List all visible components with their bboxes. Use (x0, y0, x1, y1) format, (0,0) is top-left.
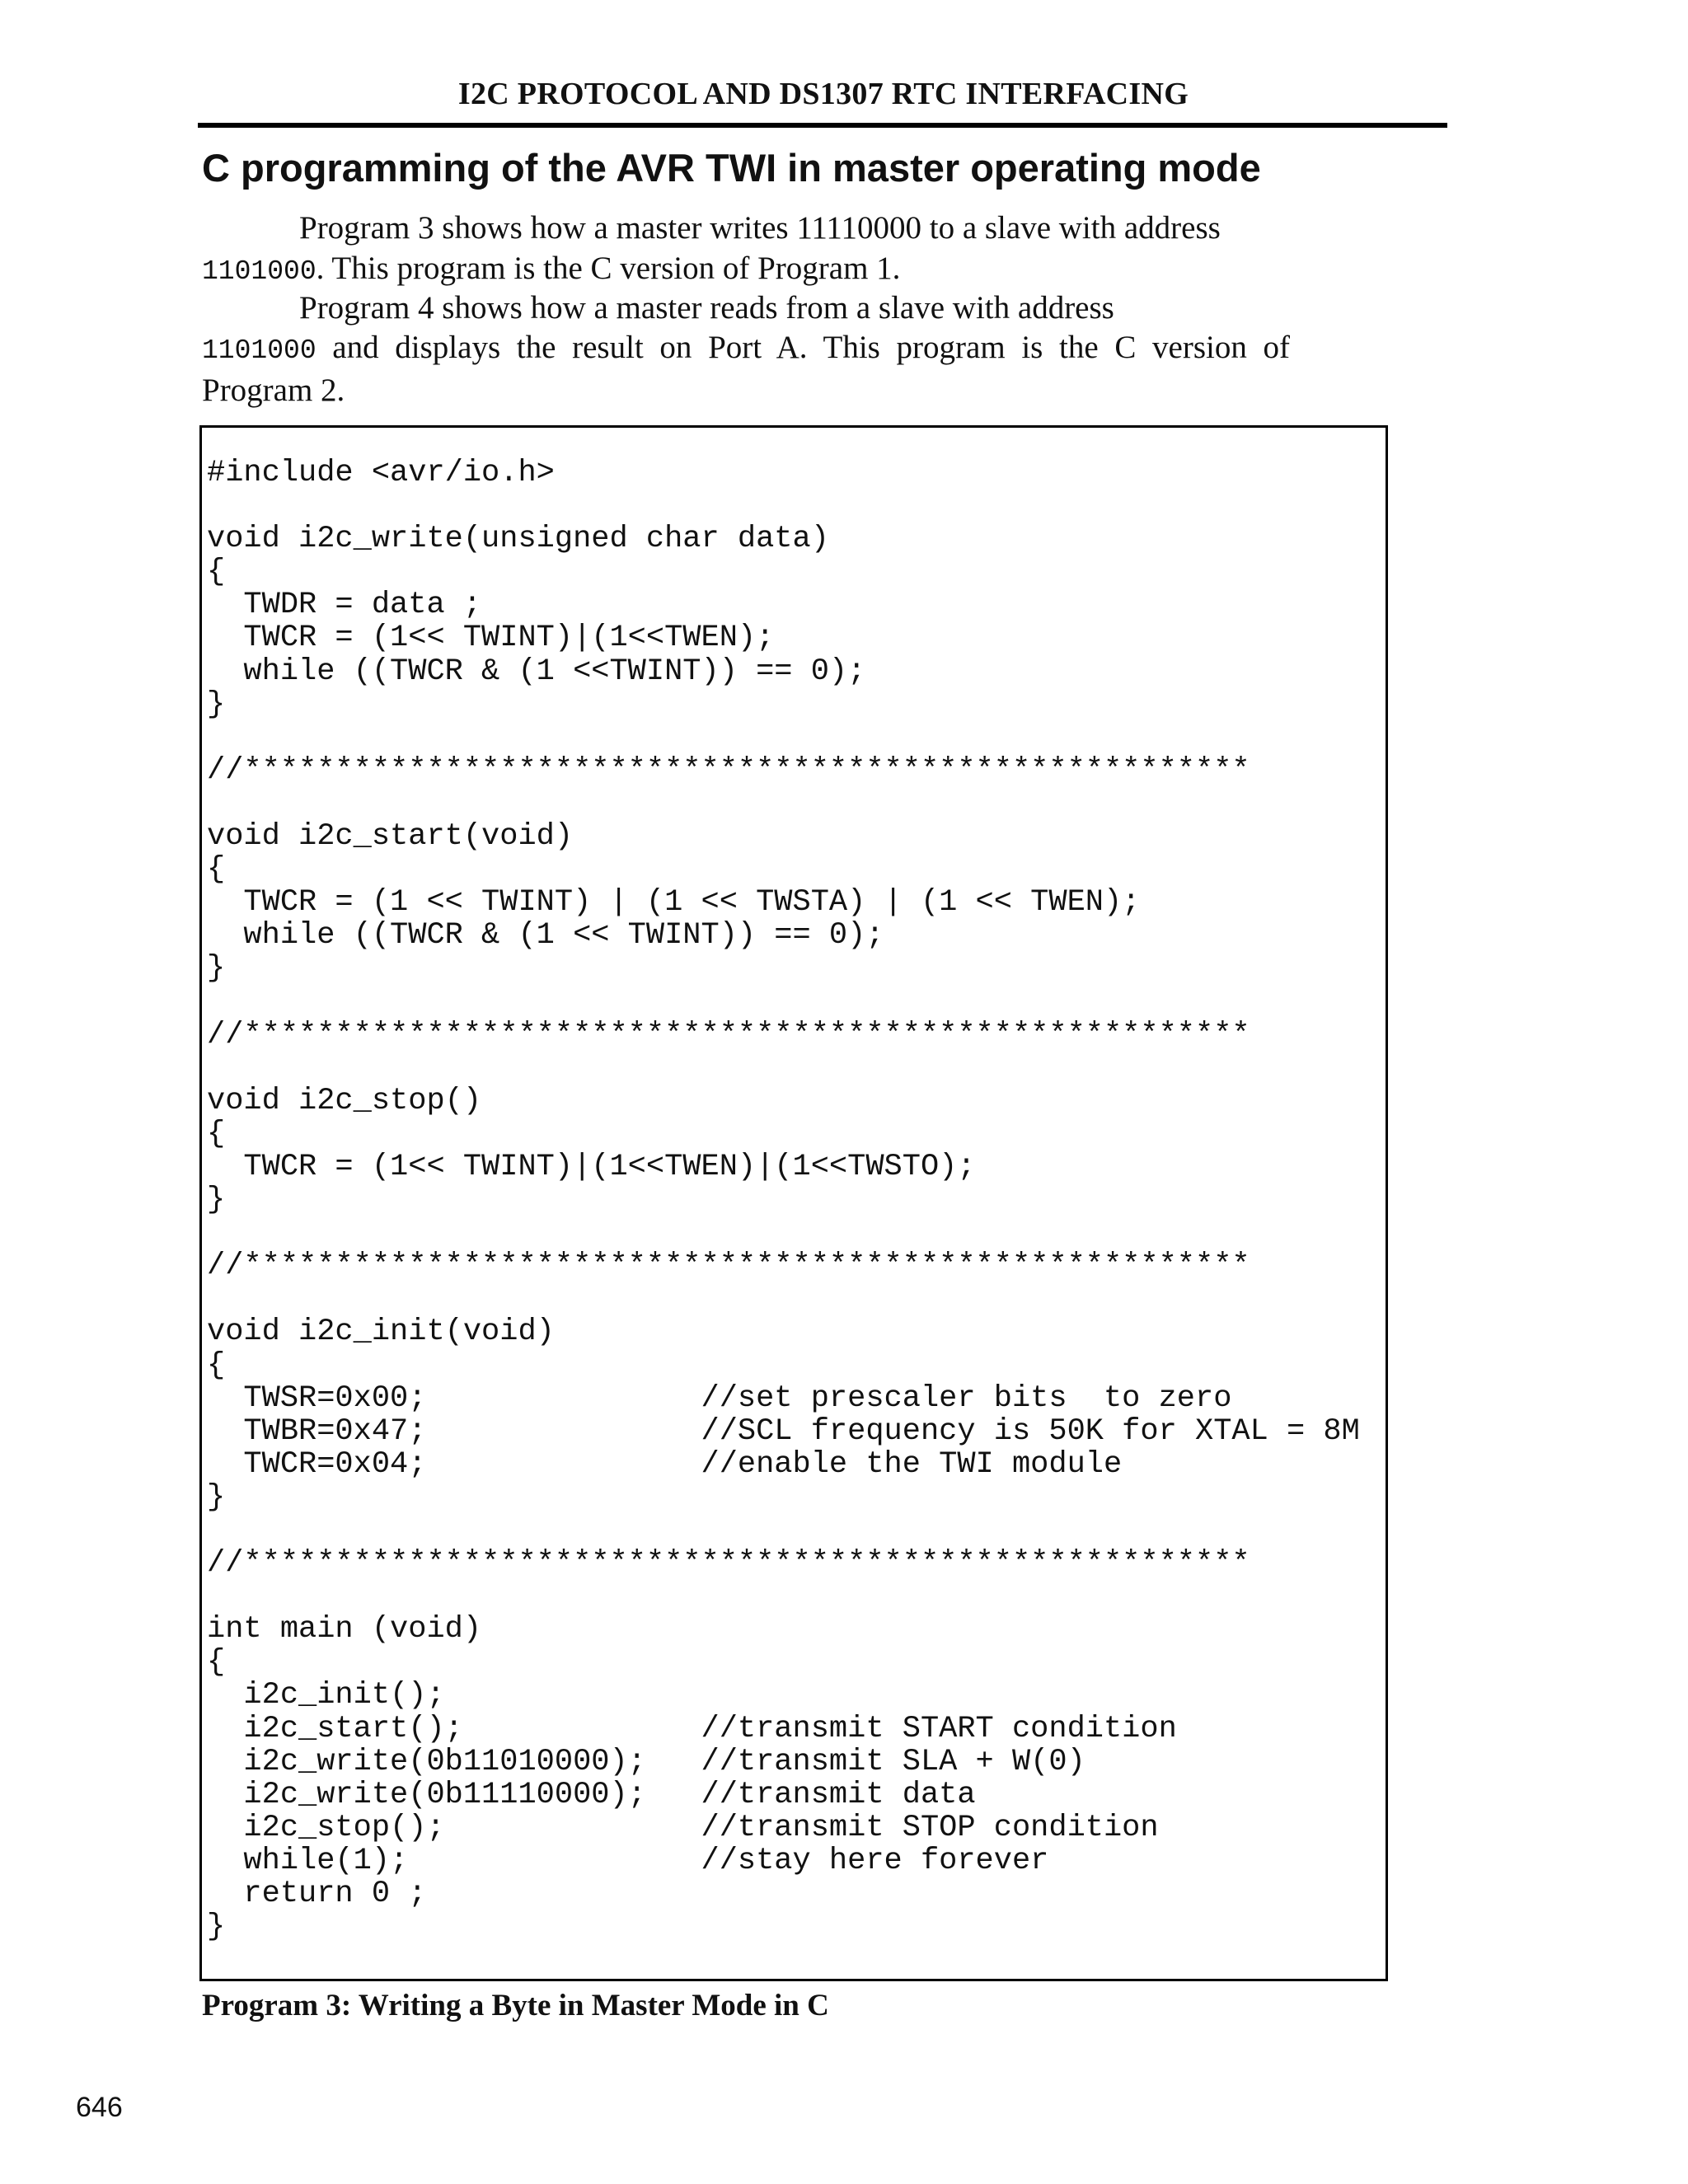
page-number: 646 (76, 2092, 123, 2123)
paragraph-program-3-intro (202, 208, 1290, 292)
paragraph-tail: . This program is the C version of Program 1. (316, 251, 901, 286)
paragraph-lead: Program 3 shows how a master writes 11110000 to a slave with address (299, 210, 1221, 246)
program-caption: Program 3: Writing a Byte in Master Mode in C (202, 1989, 829, 2022)
paragraph-tail: and displays the result on Port A. This program is the C version of Program 2. (202, 330, 1290, 408)
paragraph-program-4-intro (202, 288, 1290, 410)
running-header: I2C PROTOCOL AND DS1307 RTC INTERFACING (457, 77, 1189, 111)
paragraph-lead: Program 4 shows how a master reads from a slave with address (299, 290, 1114, 326)
header-rule (198, 123, 1447, 128)
code-listing: #include <avr/io.h> void i2c_write(unsigned char data) { TWDR = data ; TWCR = (1<< TWINT)|(1<<TWEN); while ((TWCR & (1 <<TWINT)) == 0); } //******************************************************* void i2c_start(void) { TWCR = (1 << TWINT) | (1 << TWSTA) | (1 << TWEN); while ((TWCR & (1 << TWINT)) == 0); } //******************************************************* void i2c_stop() { TWCR = (1<< TWINT)|(1<<TWEN)|(1<<TWSTO); } //******************************************************* void i2c_init(void) { TWSR=0x00; //set prescaler bits to zero TWBR=0x47; //SCL frequency is 50K for XTAL = 8M TWCR=0x04; //enable the TWI module } //******************************************************* int main (void) { i2c_init(); i2c_start(); //transmit START condition i2c_write(0b11010000); //transmit SLA + W(0) i2c_write(0b11110000); //transmit data i2c_stop(); //transmit STOP condition while(1); //stay here forever return 0 ; } (207, 456, 1360, 1945)
section-title: C programming of the AVR TWI in master operating mode (202, 146, 1261, 190)
slave-address: 1101000 (202, 256, 316, 287)
slave-address: 1101000 (202, 335, 316, 366)
code-listing-box (199, 425, 1388, 1981)
